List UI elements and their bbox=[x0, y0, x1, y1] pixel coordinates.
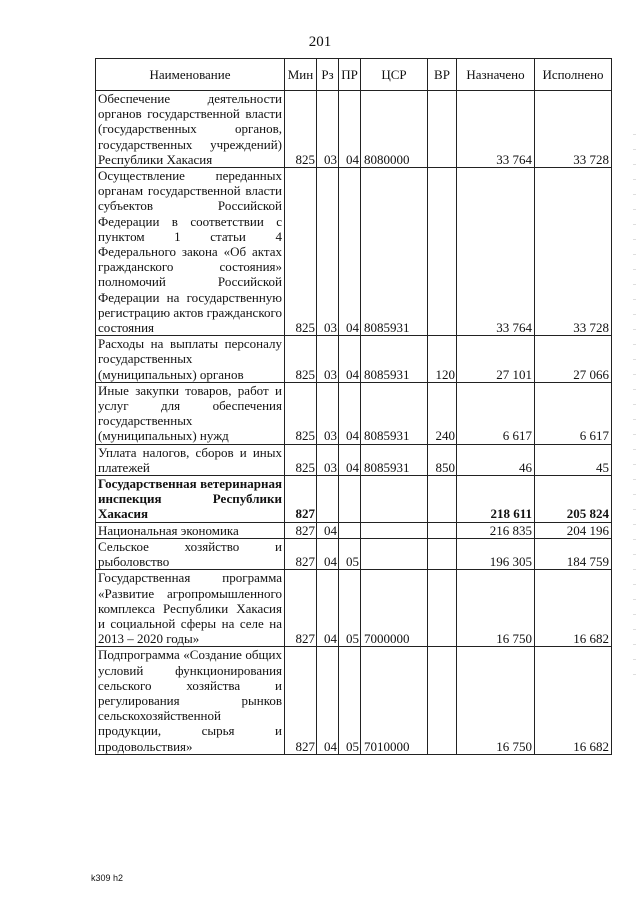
cell-rz: 04 bbox=[317, 647, 339, 754]
cell-vr: 850 bbox=[428, 444, 457, 475]
cell-min: 825 bbox=[285, 336, 317, 383]
cell-executed: 45 bbox=[535, 444, 612, 475]
table-row bbox=[96, 570, 612, 647]
cell-name: Государственная программа «Развитие агропромышленного комплекса Республики Хакасия и социальной сферы на селе на 2013 – 2020 годы» bbox=[96, 570, 285, 647]
cell-name: Иные закупки товаров, работ и услуг для обеспечения государственных (муниципальных) нужд bbox=[96, 382, 285, 444]
cell-name: Национальная экономика bbox=[96, 522, 285, 538]
cell-executed: 184 759 bbox=[535, 538, 612, 569]
cell-csr bbox=[361, 538, 428, 569]
cell-min: 827 bbox=[285, 476, 317, 523]
cell-csr: 8085931 bbox=[361, 444, 428, 475]
cell-min: 825 bbox=[285, 444, 317, 475]
table-body bbox=[96, 91, 612, 755]
cell-assigned: 27 101 bbox=[457, 336, 535, 383]
table-row bbox=[96, 522, 612, 538]
cell-vr bbox=[428, 476, 457, 523]
table-header-row bbox=[96, 59, 612, 91]
cell-pr: 04 bbox=[339, 444, 361, 475]
cell-assigned: 46 bbox=[457, 444, 535, 475]
cell-name: Осуществление переданных органам государственной власти субъектов Российской Федерации в соответствии с пунктом 1 статьи 4 Федерального закона «Об актах гражданского состояния» полномочий Российской Федерации на государственную регистрацию актов гражданского состояния bbox=[96, 168, 285, 336]
cell-rz: 03 bbox=[317, 382, 339, 444]
cell-rz bbox=[317, 476, 339, 523]
cell-name: Государственная ветеринарная инспекция Республики Хакасия bbox=[96, 476, 285, 523]
cell-pr bbox=[339, 522, 361, 538]
cell-executed: 6 617 bbox=[535, 382, 612, 444]
cell-rz: 03 bbox=[317, 168, 339, 336]
cell-vr bbox=[428, 647, 457, 754]
cell-pr: 04 bbox=[339, 382, 361, 444]
cell-executed: 33 728 bbox=[535, 168, 612, 336]
cell-executed: 205 824 bbox=[535, 476, 612, 523]
table-row bbox=[96, 647, 612, 754]
cell-min: 825 bbox=[285, 91, 317, 168]
scan-margin-artifact bbox=[633, 120, 636, 680]
cell-csr: 8080000 bbox=[361, 91, 428, 168]
cell-name: Подпрограмма «Создание общих условий функционирования сельского хозяйства и регулирования рынков сельскохозяйственной продукции, сырья и продовольствия» bbox=[96, 647, 285, 754]
cell-rz: 04 bbox=[317, 522, 339, 538]
cell-min: 827 bbox=[285, 522, 317, 538]
header-assigned: Назначено bbox=[457, 59, 535, 91]
table-row bbox=[96, 91, 612, 168]
cell-pr bbox=[339, 476, 361, 523]
cell-pr: 05 bbox=[339, 647, 361, 754]
cell-pr: 05 bbox=[339, 570, 361, 647]
cell-csr bbox=[361, 476, 428, 523]
header-csr: ЦСР bbox=[361, 59, 428, 91]
cell-rz: 03 bbox=[317, 91, 339, 168]
cell-assigned: 16 750 bbox=[457, 570, 535, 647]
cell-executed: 33 728 bbox=[535, 91, 612, 168]
cell-min: 827 bbox=[285, 570, 317, 647]
cell-executed: 16 682 bbox=[535, 570, 612, 647]
cell-vr bbox=[428, 538, 457, 569]
cell-pr: 04 bbox=[339, 336, 361, 383]
cell-assigned: 216 835 bbox=[457, 522, 535, 538]
cell-name: Обеспечение деятельности органов государственной власти (государственных органов, государственных учреждений) Республики Хакасия bbox=[96, 91, 285, 168]
cell-csr: 8085931 bbox=[361, 382, 428, 444]
cell-min: 825 bbox=[285, 168, 317, 336]
cell-assigned: 33 764 bbox=[457, 168, 535, 336]
page-number: 201 bbox=[308, 34, 332, 50]
cell-csr: 8085931 bbox=[361, 168, 428, 336]
header-pr: ПР bbox=[339, 59, 361, 91]
cell-rz: 04 bbox=[317, 538, 339, 569]
header-min: Мин bbox=[285, 59, 317, 91]
table-row bbox=[96, 336, 612, 383]
cell-name: Расходы на выплаты персоналу государственных (муниципальных) органов bbox=[96, 336, 285, 383]
table-row bbox=[96, 444, 612, 475]
cell-vr: 240 bbox=[428, 382, 457, 444]
cell-csr: 7000000 bbox=[361, 570, 428, 647]
cell-min: 827 bbox=[285, 647, 317, 754]
table-row bbox=[96, 382, 612, 444]
cell-assigned: 218 611 bbox=[457, 476, 535, 523]
cell-min: 825 bbox=[285, 382, 317, 444]
cell-executed: 204 196 bbox=[535, 522, 612, 538]
cell-csr: 7010000 bbox=[361, 647, 428, 754]
header-name: Наименование bbox=[96, 59, 285, 91]
cell-assigned: 33 764 bbox=[457, 91, 535, 168]
table-row bbox=[96, 476, 612, 523]
header-vr: ВР bbox=[428, 59, 457, 91]
cell-vr bbox=[428, 522, 457, 538]
cell-pr: 04 bbox=[339, 168, 361, 336]
table-row bbox=[96, 168, 612, 336]
cell-rz: 03 bbox=[317, 336, 339, 383]
cell-vr bbox=[428, 91, 457, 168]
cell-rz: 03 bbox=[317, 444, 339, 475]
cell-pr: 04 bbox=[339, 91, 361, 168]
cell-vr bbox=[428, 570, 457, 647]
cell-pr: 05 bbox=[339, 538, 361, 569]
footer-code: k309 h2 bbox=[91, 873, 124, 883]
cell-vr: 120 bbox=[428, 336, 457, 383]
table-row bbox=[96, 538, 612, 569]
header-rz: Рз bbox=[317, 59, 339, 91]
cell-assigned: 196 305 bbox=[457, 538, 535, 569]
cell-name: Сельское хозяйство и рыболовство bbox=[96, 538, 285, 569]
header-executed: Исполнено bbox=[535, 59, 612, 91]
cell-assigned: 16 750 bbox=[457, 647, 535, 754]
budget-table bbox=[95, 58, 612, 755]
cell-name: Уплата налогов, сборов и иных платежей bbox=[96, 444, 285, 475]
cell-assigned: 6 617 bbox=[457, 382, 535, 444]
cell-executed: 27 066 bbox=[535, 336, 612, 383]
cell-csr: 8085931 bbox=[361, 336, 428, 383]
cell-executed: 16 682 bbox=[535, 647, 612, 754]
cell-vr bbox=[428, 168, 457, 336]
cell-rz: 04 bbox=[317, 570, 339, 647]
cell-csr bbox=[361, 522, 428, 538]
cell-min: 827 bbox=[285, 538, 317, 569]
